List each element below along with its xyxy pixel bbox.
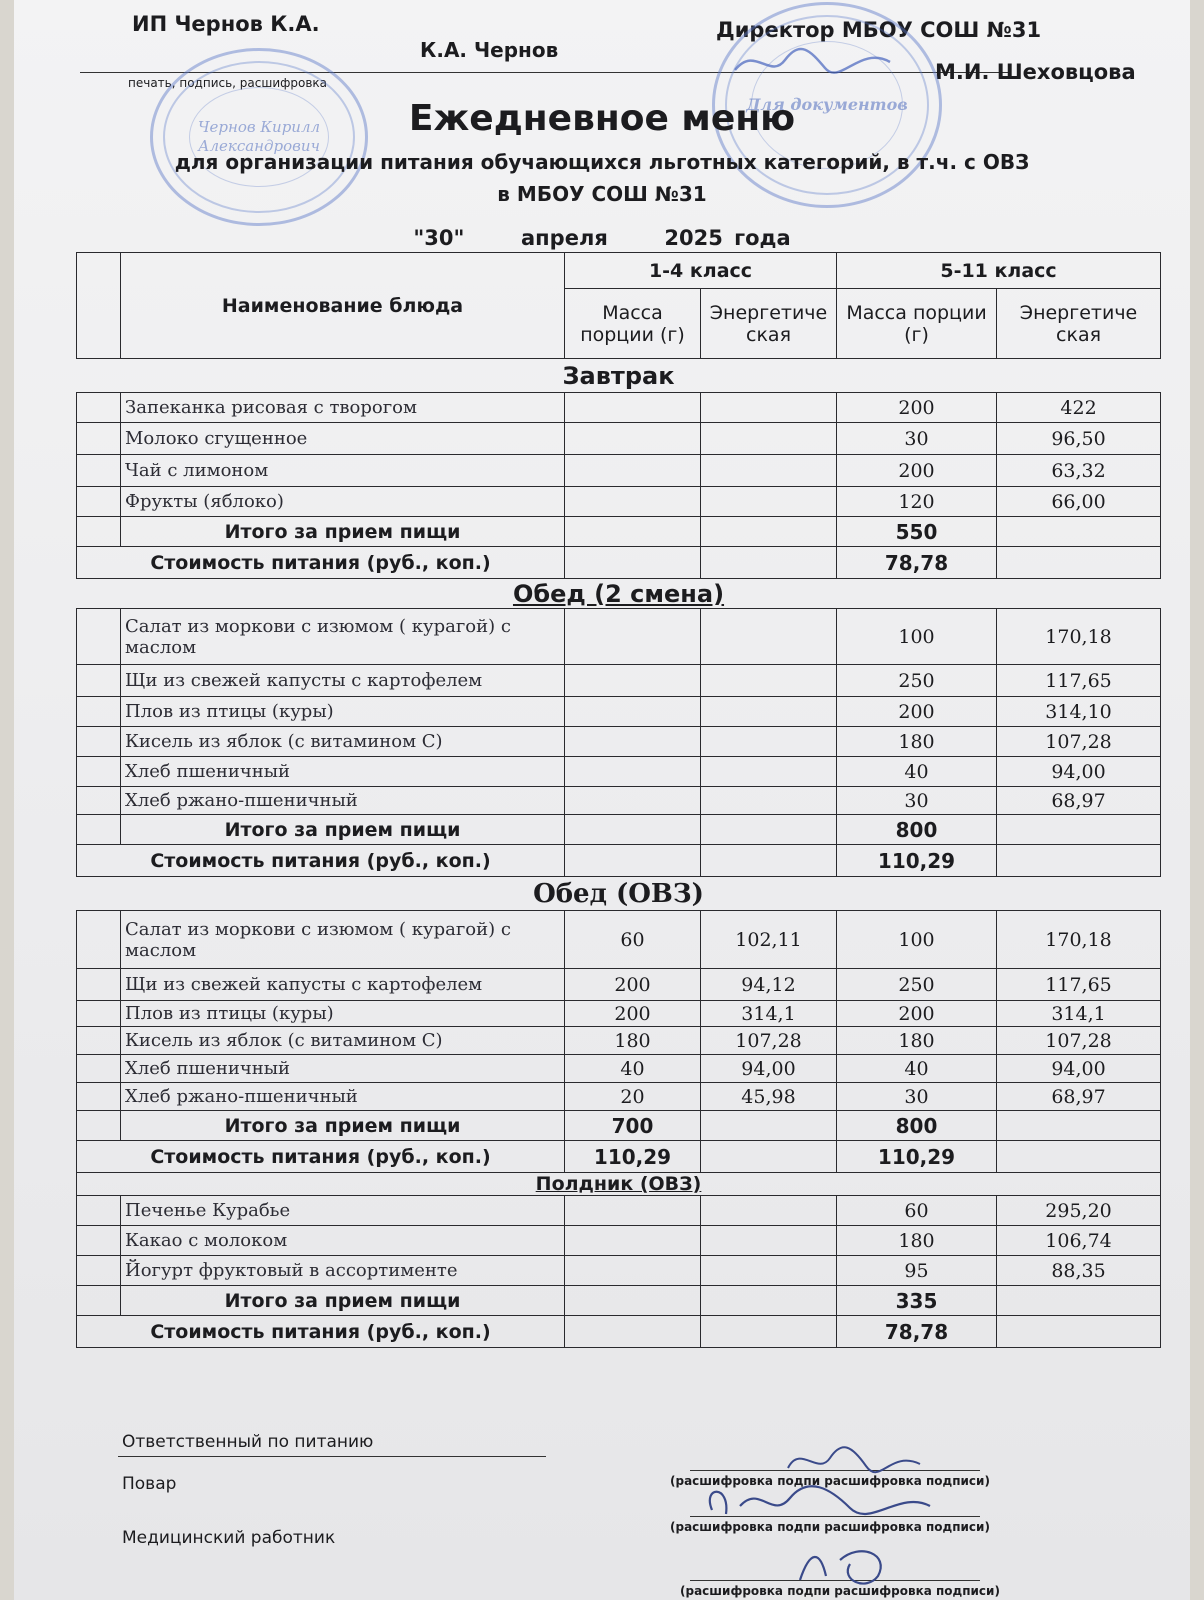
cost-label: Стоимость питания (руб., коп.) xyxy=(77,547,565,579)
cost-row xyxy=(77,547,1161,579)
signature-1 xyxy=(780,1440,930,1480)
dish-m1-value xyxy=(565,455,701,487)
total-row xyxy=(77,1286,1161,1316)
dish-m2-value: 95 xyxy=(837,1256,997,1286)
date-day: "30" xyxy=(413,226,465,250)
dish-m2-value: 100 xyxy=(837,911,997,969)
dish-m2-value: 60 xyxy=(837,1196,997,1226)
dish-name: Чай с лимоном xyxy=(121,455,565,487)
empty-cell xyxy=(701,517,837,547)
dish-name: Молоко сгущенное xyxy=(121,423,565,455)
dish-e1-value xyxy=(701,757,837,787)
empty-cell xyxy=(997,845,1161,877)
total-label: Итого за прием пищи xyxy=(121,815,565,845)
dish-e1-value xyxy=(701,609,837,665)
dish-row xyxy=(77,1001,1161,1027)
section-title xyxy=(77,1173,1161,1196)
section-header-row xyxy=(77,1173,1161,1196)
dish-e1-value xyxy=(701,787,837,815)
dish-name: Хлеб ржано-пшеничный xyxy=(121,1083,565,1111)
right-stamp-text: Для документов xyxy=(746,95,908,114)
total-mass-1: 700 xyxy=(565,1111,701,1141)
empty-cell xyxy=(701,547,837,579)
dish-m2-value: 40 xyxy=(837,757,997,787)
col-dish-name: Наименование блюда xyxy=(121,253,565,359)
director-title: Директор МБОУ СОШ №31 xyxy=(716,18,1042,42)
director-name: М.И. Шеховцова xyxy=(935,60,1136,84)
dish-e1-value: 102,11 xyxy=(701,911,837,969)
row-index-cell xyxy=(77,1027,121,1055)
dish-name: Йогурт фруктовый в ассортименте xyxy=(121,1256,565,1286)
dish-e2-value: 106,74 xyxy=(997,1226,1161,1256)
dish-m2-value: 180 xyxy=(837,1226,997,1256)
supplier-signature-name: К.А. Чернов xyxy=(420,38,559,62)
document-title: Ежедневное меню xyxy=(408,98,796,139)
dish-e1-value xyxy=(701,423,837,455)
dish-row xyxy=(77,1196,1161,1226)
empty-cell xyxy=(997,1286,1161,1316)
dish-name: Плов из птицы (куры) xyxy=(121,1001,565,1027)
dish-m1-value xyxy=(565,423,701,455)
empty-cell xyxy=(701,845,837,877)
dish-e2-value: 107,28 xyxy=(997,727,1161,757)
dish-name: Хлеб пшеничный xyxy=(121,757,565,787)
section-title-text: Завтрак xyxy=(562,361,675,390)
dish-row xyxy=(77,757,1161,787)
date-year: 2025 года xyxy=(664,226,791,250)
cost-row xyxy=(77,1316,1161,1348)
cost-row xyxy=(77,845,1161,877)
right-stamp xyxy=(712,2,942,208)
dish-row xyxy=(77,1226,1161,1256)
date-month: апреля xyxy=(520,226,608,250)
row-index-cell xyxy=(77,1055,121,1083)
dish-e2-value: 94,00 xyxy=(997,1055,1161,1083)
dish-e1-value: 314,1 xyxy=(701,1001,837,1027)
dish-m1-value xyxy=(565,487,701,517)
footer-responsible: Ответственный по питанию xyxy=(122,1432,374,1452)
left-stamp-text: Чернов Кирилл Александрович xyxy=(197,118,321,155)
row-index-cell xyxy=(77,665,121,697)
dish-e1-value: 107,28 xyxy=(701,1027,837,1055)
cost-value-2: 78,78 xyxy=(837,547,997,579)
empty-cell xyxy=(997,1141,1161,1173)
dish-e2-value: 96,50 xyxy=(997,423,1161,455)
dish-m1-value xyxy=(565,757,701,787)
dish-m2-value: 250 xyxy=(837,665,997,697)
dish-m1-value xyxy=(565,1226,701,1256)
dish-m1-value xyxy=(565,727,701,757)
col-mass-2: Масса порции (г) xyxy=(837,289,997,359)
corner-cell xyxy=(77,253,121,359)
dish-e1-value xyxy=(701,1196,837,1226)
dish-row xyxy=(77,609,1161,665)
total-label: Итого за прием пищи xyxy=(121,517,565,547)
row-index-cell xyxy=(77,815,121,845)
cost-row xyxy=(77,1141,1161,1173)
cost-value-1 xyxy=(565,1316,701,1348)
row-index-cell xyxy=(77,423,121,455)
dish-e1-value xyxy=(701,393,837,423)
dish-name: Хлеб пшеничный xyxy=(121,1055,565,1083)
sig-caption-1: (расшифровка подпи расшифровка подписи) xyxy=(670,1474,990,1488)
dish-e2-value: 170,18 xyxy=(997,609,1161,665)
empty-cell xyxy=(997,1111,1161,1141)
dish-name: Хлеб ржано-пшеничный xyxy=(121,787,565,815)
dish-e2-value: 170,18 xyxy=(997,911,1161,969)
dish-name: Какао с молоком xyxy=(121,1226,565,1256)
empty-cell xyxy=(997,547,1161,579)
dish-row xyxy=(77,455,1161,487)
dish-m1-value xyxy=(565,1256,701,1286)
total-mass-2: 550 xyxy=(837,517,997,547)
section-header-row xyxy=(77,877,1161,911)
dish-row xyxy=(77,1027,1161,1055)
dish-e1-value xyxy=(701,727,837,757)
dish-e2-value: 107,28 xyxy=(997,1027,1161,1055)
row-index-cell xyxy=(77,455,121,487)
dish-m1-value: 40 xyxy=(565,1055,701,1083)
total-mass-1 xyxy=(565,815,701,845)
section-title-text: Обед (2 смена) xyxy=(512,579,725,608)
supplier-name: ИП Чернов К.А. xyxy=(132,12,320,36)
section-header-row xyxy=(77,359,1161,393)
dish-m2-value: 120 xyxy=(837,487,997,517)
dish-name: Кисель из яблок (с витамином С) xyxy=(121,1027,565,1055)
empty-cell xyxy=(997,815,1161,845)
dish-m1-value xyxy=(565,787,701,815)
total-label: Итого за прием пищи xyxy=(121,1111,565,1141)
total-mass-1 xyxy=(565,517,701,547)
menu-date xyxy=(0,226,1204,250)
dish-name: Салат из моркови с изюмом ( курагой) с маслом xyxy=(121,911,565,969)
col-group-1-4: 1-4 класс xyxy=(565,253,837,289)
responsible-line xyxy=(118,1456,546,1457)
dish-e2-value: 88,35 xyxy=(997,1256,1161,1286)
section-title-text: Полдник (ОВЗ) xyxy=(535,1173,702,1195)
dish-m1-value: 180 xyxy=(565,1027,701,1055)
row-index-cell xyxy=(77,697,121,727)
row-index-cell xyxy=(77,787,121,815)
dish-e1-value: 94,00 xyxy=(701,1055,837,1083)
dish-m2-value: 200 xyxy=(837,455,997,487)
dish-row xyxy=(77,1256,1161,1286)
dish-m1-value xyxy=(565,609,701,665)
total-mass-2: 800 xyxy=(837,815,997,845)
row-index-cell xyxy=(77,1196,121,1226)
dish-e2-value: 117,65 xyxy=(997,665,1161,697)
col-energy-2: Энергетиче ская xyxy=(997,289,1161,359)
supplier-caption: печать, подпись, расшифровка xyxy=(128,76,328,90)
total-row xyxy=(77,517,1161,547)
dish-row xyxy=(77,911,1161,969)
dish-m1-value xyxy=(565,1196,701,1226)
dish-e2-value: 295,20 xyxy=(997,1196,1161,1226)
footer-medic: Медицинский работник xyxy=(122,1528,336,1548)
dish-m1-value: 60 xyxy=(565,911,701,969)
dish-e1-value: 94,12 xyxy=(701,969,837,1001)
total-mass-1 xyxy=(565,1286,701,1316)
dish-m2-value: 200 xyxy=(837,1001,997,1027)
empty-cell xyxy=(701,1111,837,1141)
dish-name: Щи из свежей капусты с картофелем xyxy=(121,665,565,697)
dish-m1-value: 200 xyxy=(565,969,701,1001)
row-index-cell xyxy=(77,1001,121,1027)
cost-value-1 xyxy=(565,547,701,579)
dish-e2-value: 422 xyxy=(997,393,1161,423)
dish-row xyxy=(77,1055,1161,1083)
dish-m2-value: 200 xyxy=(837,697,997,727)
section-header-row xyxy=(77,579,1161,609)
dish-m2-value: 250 xyxy=(837,969,997,1001)
empty-cell xyxy=(997,1316,1161,1348)
row-index-cell xyxy=(77,609,121,665)
footer-cook: Повар xyxy=(122,1474,177,1494)
dish-m1-value xyxy=(565,393,701,423)
dish-m2-value: 30 xyxy=(837,1083,997,1111)
total-label: Итого за прием пищи xyxy=(121,1286,565,1316)
dish-row xyxy=(77,1083,1161,1111)
dish-m2-value: 180 xyxy=(837,727,997,757)
empty-cell xyxy=(701,1316,837,1348)
empty-cell xyxy=(701,1286,837,1316)
dish-row xyxy=(77,665,1161,697)
empty-cell xyxy=(997,517,1161,547)
dish-m1-value xyxy=(565,665,701,697)
row-index-cell xyxy=(77,911,121,969)
dish-e2-value: 314,10 xyxy=(997,697,1161,727)
dish-e1-value xyxy=(701,1256,837,1286)
dish-row xyxy=(77,727,1161,757)
signature-3 xyxy=(790,1540,900,1590)
cost-value-2: 110,29 xyxy=(837,845,997,877)
dish-e1-value xyxy=(701,665,837,697)
col-energy-1: Энергетиче ская xyxy=(701,289,837,359)
empty-cell xyxy=(701,815,837,845)
dish-name: Салат из моркови с изюмом ( курагой) с маслом xyxy=(121,609,565,665)
row-index-cell xyxy=(77,969,121,1001)
row-index-cell xyxy=(77,1286,121,1316)
dish-name: Запеканка рисовая с творогом xyxy=(121,393,565,423)
dish-name: Щи из свежей капусты с картофелем xyxy=(121,969,565,1001)
dish-e2-value: 94,00 xyxy=(997,757,1161,787)
dish-m2-value: 100 xyxy=(837,609,997,665)
row-index-cell xyxy=(77,1256,121,1286)
dish-m2-value: 30 xyxy=(837,423,997,455)
cost-label: Стоимость питания (руб., коп.) xyxy=(77,1316,565,1348)
dish-name: Фрукты (яблоко) xyxy=(121,487,565,517)
cost-value-1: 110,29 xyxy=(565,1141,701,1173)
dish-e2-value: 314,1 xyxy=(997,1001,1161,1027)
row-index-cell xyxy=(77,1226,121,1256)
total-row xyxy=(77,815,1161,845)
row-index-cell xyxy=(77,393,121,423)
dish-name: Печенье Курабье xyxy=(121,1196,565,1226)
school-name: в МБОУ СОШ №31 xyxy=(497,182,707,206)
dish-m2-value: 180 xyxy=(837,1027,997,1055)
row-index-cell xyxy=(77,517,121,547)
cost-label: Стоимость питания (руб., коп.) xyxy=(77,1141,565,1173)
empty-cell xyxy=(701,1141,837,1173)
dish-e2-value: 68,97 xyxy=(997,787,1161,815)
sig-caption-3: (расшифровка подпи расшифровка подписи) xyxy=(680,1584,1000,1598)
dish-e1-value xyxy=(701,697,837,727)
total-row xyxy=(77,1111,1161,1141)
dish-m1-value: 200 xyxy=(565,1001,701,1027)
cost-value-2: 110,29 xyxy=(837,1141,997,1173)
section-title-text: Обед (ОВЗ) xyxy=(533,878,704,909)
col-group-5-11: 5-11 класс xyxy=(837,253,1161,289)
dish-row xyxy=(77,423,1161,455)
dish-e1-value: 45,98 xyxy=(701,1083,837,1111)
dish-m2-value: 200 xyxy=(837,393,997,423)
dish-row xyxy=(77,487,1161,517)
dish-e2-value: 68,97 xyxy=(997,1083,1161,1111)
row-index-cell xyxy=(77,487,121,517)
total-mass-2: 335 xyxy=(837,1286,997,1316)
section-title xyxy=(77,359,1161,393)
cost-value-1 xyxy=(565,845,701,877)
row-index-cell xyxy=(77,727,121,757)
dish-m2-value: 30 xyxy=(837,787,997,815)
dish-e2-value: 63,32 xyxy=(997,455,1161,487)
dish-e2-value: 117,65 xyxy=(997,969,1161,1001)
total-mass-2: 800 xyxy=(837,1111,997,1141)
dish-e2-value: 66,00 xyxy=(997,487,1161,517)
sig-caption-2: (расшифровка подпи расшифровка подписи) xyxy=(670,1520,990,1534)
col-mass-1: Масса порции (г) xyxy=(565,289,701,359)
dish-row xyxy=(77,787,1161,815)
dish-name: Плов из птицы (куры) xyxy=(121,697,565,727)
dish-m1-value xyxy=(565,697,701,727)
dish-row xyxy=(77,969,1161,1001)
section-title xyxy=(77,579,1161,609)
dish-m1-value: 20 xyxy=(565,1083,701,1111)
dish-e1-value xyxy=(701,487,837,517)
dish-row xyxy=(77,393,1161,423)
row-index-cell xyxy=(77,1083,121,1111)
section-title xyxy=(77,877,1161,911)
menu-table xyxy=(76,252,1161,1348)
dish-e1-value xyxy=(701,455,837,487)
dish-name: Кисель из яблок (с витамином С) xyxy=(121,727,565,757)
dish-m2-value: 40 xyxy=(837,1055,997,1083)
signature-2 xyxy=(700,1480,940,1524)
cost-label: Стоимость питания (руб., коп.) xyxy=(77,845,565,877)
dish-e1-value xyxy=(701,1226,837,1256)
cost-value-2: 78,78 xyxy=(837,1316,997,1348)
director-signature xyxy=(730,40,900,90)
document-subtitle: для организации питания обучающихся льготных категорий, в т.ч. с ОВЗ xyxy=(174,150,1030,174)
dish-row xyxy=(77,697,1161,727)
row-index-cell xyxy=(77,1111,121,1141)
row-index-cell xyxy=(77,757,121,787)
